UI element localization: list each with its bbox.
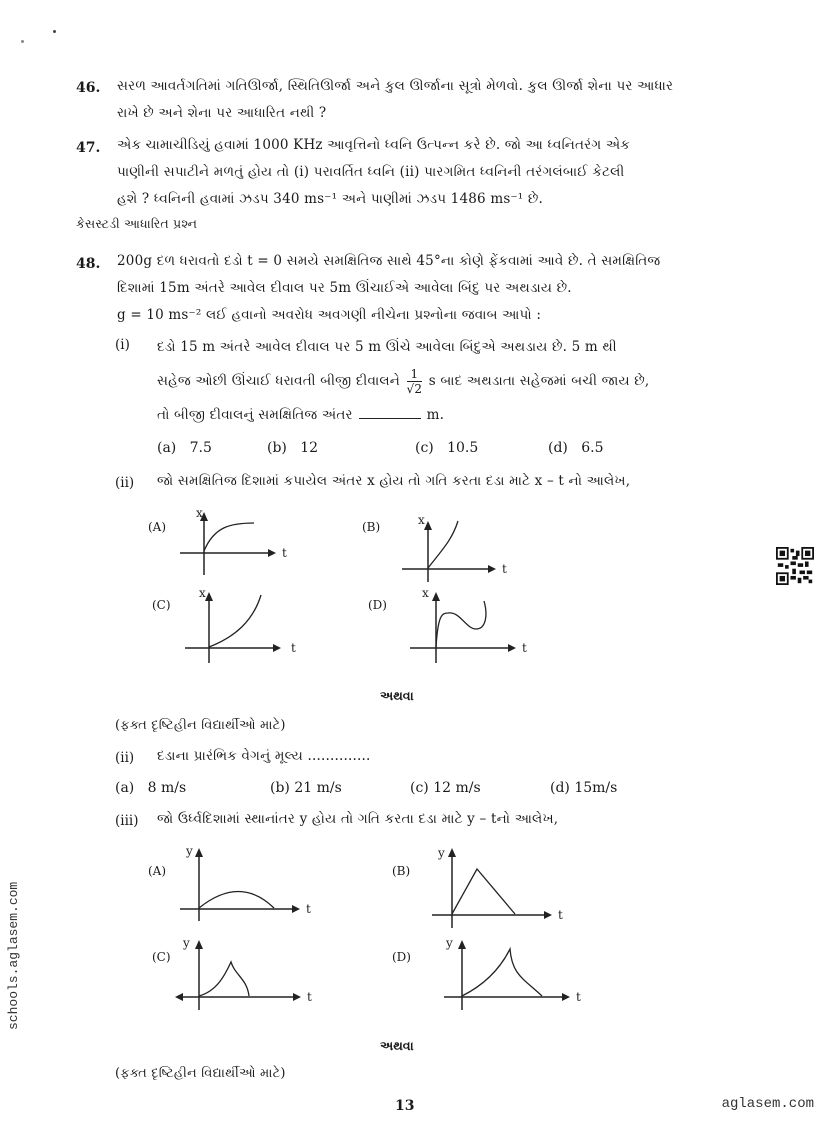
svg-text:t: t [522, 641, 527, 655]
page-number: 13 [395, 1098, 415, 1114]
subquestion-i-line-2 [157, 364, 717, 398]
svg-text:t: t [306, 902, 311, 916]
svg-text:y: y [438, 846, 445, 860]
subquestion-i-line-2-post: s બાદ અથડાતા સહેજમાં બચી જાય છે, [428, 373, 650, 389]
or-divider-1: અથવા [380, 688, 414, 703]
xt-graph-label-b: (B) [362, 520, 381, 534]
option-c: (c) 10.5 [415, 440, 479, 456]
question-46-line-2: રાખે છે અને શેના પર આધારિત નથી ? [117, 105, 327, 121]
xt-graph-c [185, 585, 305, 665]
xt-graph-label-c: (C) [152, 598, 171, 612]
subquestion-i-line-3: તો બીજી દીવાલનું સમક્ષિતિજ અંતર m. [157, 407, 445, 423]
question-47-line-1: એક ચામાચીડિયું હવામાં 1000 KHz આવૃત્તિનો ધ્વનિ ઉત્પન્ન કરે છે. જો આ ધ્વનિતરંગ એક [117, 137, 631, 153]
scan-speck [53, 30, 56, 33]
question-47-text [117, 132, 737, 213]
svg-text:t: t [576, 990, 581, 1004]
subquestion-i-label: (i) [115, 337, 130, 353]
svg-text:t: t [307, 990, 312, 1004]
svg-text:x: x [422, 586, 429, 600]
question-47-line-3: હશે ? ધ્વનિની હવામાં ઝડપ 340 ms⁻¹ અને પાણીમાં ઝડપ 1486 ms⁻¹ છે. [117, 191, 544, 207]
visually-impaired-note-1: (ફક્ત દૃષ્ટિહીન વિદ્યાર્થીઓ માટે) [115, 718, 286, 733]
svg-text:y: y [446, 936, 453, 950]
answer-blank [359, 406, 421, 419]
question-number-47: 47. [76, 140, 101, 156]
question-48-text [117, 248, 737, 329]
side-watermark: schools.aglasem.com [6, 881, 21, 1030]
svg-text:y: y [186, 844, 193, 858]
yt-graph-label-b: (B) [392, 864, 411, 878]
question-47-line-2: પાણીની સપાટીને મળતું હોય તો (i) પરાવર્તિત ધ્વનિ (ii) પારગમિત ધ્વનિની તરંગલંબાઈ કેટલી [117, 164, 625, 180]
yt-graph-label-d: (D) [392, 950, 411, 964]
option-b: (b) 12 [267, 440, 319, 456]
scan-speck [21, 40, 24, 43]
question-46-text [117, 73, 737, 127]
svg-text:t: t [282, 546, 287, 560]
yt-graph-label-c: (C) [152, 950, 171, 964]
vi-subquestion-ii-label: (ii) [115, 750, 135, 766]
subquestion-iii-text: જો ઉર્ધ્વદિશામાં સ્થાનાંતર y હોય તો ગતિ કરતા દડા માટે y – tનો આલેખ, [157, 811, 559, 827]
svg-text:x: x [418, 513, 425, 527]
svg-text:x: x [199, 586, 206, 600]
xt-graph-label-d: (D) [368, 598, 387, 612]
visually-impaired-note-2: (ફક્ત દૃષ્ટિહીન વિદ્યાર્થીઓ માટે) [115, 1066, 286, 1081]
question-48-line-3: g = 10 ms⁻² લઈ હવાનો અવરોધ અવગણી નીચેના પ્રશ્નોના જવાબ આપો : [117, 307, 542, 323]
qr-code [776, 547, 814, 585]
svg-text:t: t [291, 641, 296, 655]
subquestion-iii-label: (iii) [115, 813, 139, 829]
subquestion-i-line-2-pre: સહેજ ઓછી ઊંચાઈ ધરાવતી બીજી દીવાલને [157, 373, 401, 389]
question-number-46: 46. [76, 80, 101, 96]
yt-graph-label-a: (A) [148, 864, 167, 878]
option-a: (a) 7.5 [157, 440, 212, 456]
or-divider-2: અથવા [380, 1038, 414, 1053]
option-d: (d) 6.5 [548, 440, 604, 456]
svg-text:y: y [183, 936, 190, 950]
svg-text:t: t [502, 562, 507, 576]
yt-graph-b [432, 843, 572, 928]
subquestion-i-text [157, 330, 717, 432]
subquestion-ii-label: (ii) [115, 475, 135, 491]
xt-graph-b [402, 510, 522, 585]
yt-graph-c [175, 935, 315, 1010]
vi-option-c: (c) 12 m/s [410, 780, 481, 796]
fraction-one-over-root-two: $\frac{1}{√2}$ [406, 367, 423, 396]
question-48-line-1: 200g દળ ધરાવતો દડો t = 0 સમયે સમક્ષિતિજ સાથે 45°ના કોણે ફેંકવામાં આવે છે. તે સમક્ષિતિજ [117, 253, 661, 269]
xt-graph-d [410, 585, 530, 665]
xt-graph-a [180, 507, 300, 577]
svg-text:x: x [196, 507, 203, 520]
vi-option-d: (d) 15m/s [550, 780, 618, 796]
bottom-watermark: aglasem.com [721, 1096, 814, 1112]
vi-option-b: (b) 21 m/s [270, 780, 342, 796]
svg-text:t: t [558, 908, 563, 922]
question-46-line-1: સરળ આવર્તગતિમાં ગતિઊર્જા, સ્થિતિઊર્જા અને કુલ ઊર્જાના સૂત્રો મેળવો. કુલ ઊર્જા શેના પર આધાર [117, 78, 674, 94]
section-heading-case-study: કેસસ્ટડી આધારિત પ્રશ્ન [76, 216, 198, 231]
question-number-48: 48. [76, 256, 101, 272]
subquestion-i-line-1: દડો 15 m અંતરે આવેલ દીવાલ પર 5 m ઊંચે આવેલા બિંદુએ અથડાય છે. 5 m થી [157, 339, 617, 355]
yt-graph-a [180, 843, 320, 921]
question-48-line-2: દિશામાં 15m અંતરે આવેલ દીવાલ પર 5m ઊંચાઈએ આવેલા બિંદુ પર અથડાય છે. [117, 280, 572, 296]
subquestion-ii-text: જો સમક્ષિતિજ દિશામાં કપાયેલ અંતર x હોય તો ગતિ કરતા દડા માટે x – t નો આલેખ, [157, 473, 631, 489]
xt-graph-label-a: (A) [148, 520, 167, 534]
vi-option-a: (a) 8 m/s [115, 780, 187, 796]
vi-subquestion-ii-text: દડાના પ્રારંભિક વેગનું મૂલ્ય .............. [157, 748, 371, 764]
yt-graph-d [444, 935, 584, 1010]
